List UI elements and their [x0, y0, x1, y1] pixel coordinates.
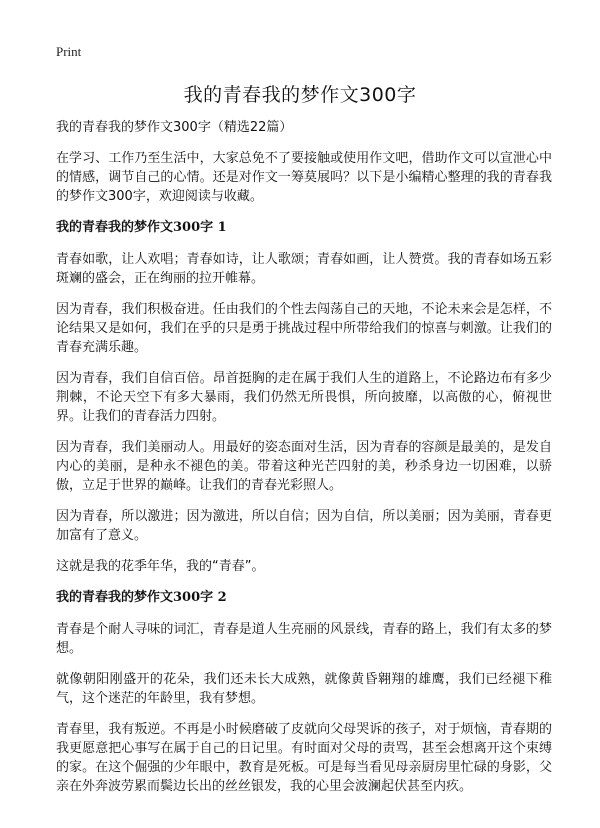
- page-title: 我的青春我的梦作文300字: [183, 84, 417, 106]
- paragraph: 因为青春，我们美丽动人。用最好的姿态面对生活，因为青春的容颜是最美的，是发自内心的美丽，是种永不褪色的美。带着这种光芒四射的美，秒杀身边一切困难，以骄傲，立足于世界的巅峰。让我们的青春光彩照人。: [56, 440, 552, 493]
- paragraph: 因为青春，我们自信百倍。昂首挺胸的走在属于我们人生的道路上，不论路边布有多少荆棘，不论天空下有多大暴雨，我们仍然无所畏惧，所向披靡，以高傲的心，俯视世界。让我们的青春活力四射。: [56, 371, 552, 424]
- section-heading-2: 我的青春我的梦作文300字 2: [56, 590, 227, 605]
- intro-paragraph: 在学习、工作乃至生活中，大家总免不了要接触或使用作文吧，借助作文可以宣泄心中的情感，调节自己的心情。还是对作文一筹莫展吗？以下是小编精心整理的我的青春我的梦作文300字，欢迎阅读与收藏。: [56, 151, 552, 204]
- section-heading-1: 我的青春我的梦作文300字 1: [56, 220, 227, 235]
- paragraph: 就像朝阳刚盛开的花朵，我们还未长大成熟，就像黄昏翱翔的雄鹰，我们已经褪下稚气，这个迷茫的年龄里，我有梦想。: [56, 672, 552, 706]
- paragraph: 青春是个耐人寻味的词汇，青春是道人生亮丽的风景线，青春的路上，我们有太多的梦想。: [56, 622, 552, 656]
- paragraph: 这就是我的花季年华，我的“青春”。: [56, 559, 265, 574]
- paragraph: 青春如歌，让人欢唱；青春如诗，让人歌颂；青春如画，让人赞赏。我的青春如场五彩斑斓的盛会，正在绚丽的拉开帷幕。: [56, 252, 552, 286]
- paragraph: 因为青春，所以激进；因为激进，所以自信；因为自信，所以美丽；因为美丽，青春更加富有了意义。: [56, 509, 552, 543]
- document-body: [56, 118, 552, 808]
- paragraph: 因为青春，我们积极奋进。任由我们的个性去闯荡自己的天地，不论未来会是怎样，不论结果又是如何，我们在乎的只是勇于挑战过程中所带给我们的惊喜与刺激。让我们的青春充满乐趣。: [56, 302, 552, 355]
- document-subtitle: 我的青春我的梦作文300字（精选22篇）: [56, 120, 293, 135]
- paragraph: 青春里，我有叛逆。不再是小时候磨破了皮就向父母哭诉的孩子，对于烦恼，青春期的我更愿意把心事写在属于自己的日记里。有时面对父母的责骂，甚至会想离开这个束缚的家。在这个倔强的少年眼中，教育是死板。可是每当看见母亲厨房里忙碌的身影，父亲在外奔波劳累而鬓边长出的丝丝银发，我的心里会波澜起伏甚至内疚。: [56, 722, 552, 794]
- print-label: Print: [56, 44, 82, 59]
